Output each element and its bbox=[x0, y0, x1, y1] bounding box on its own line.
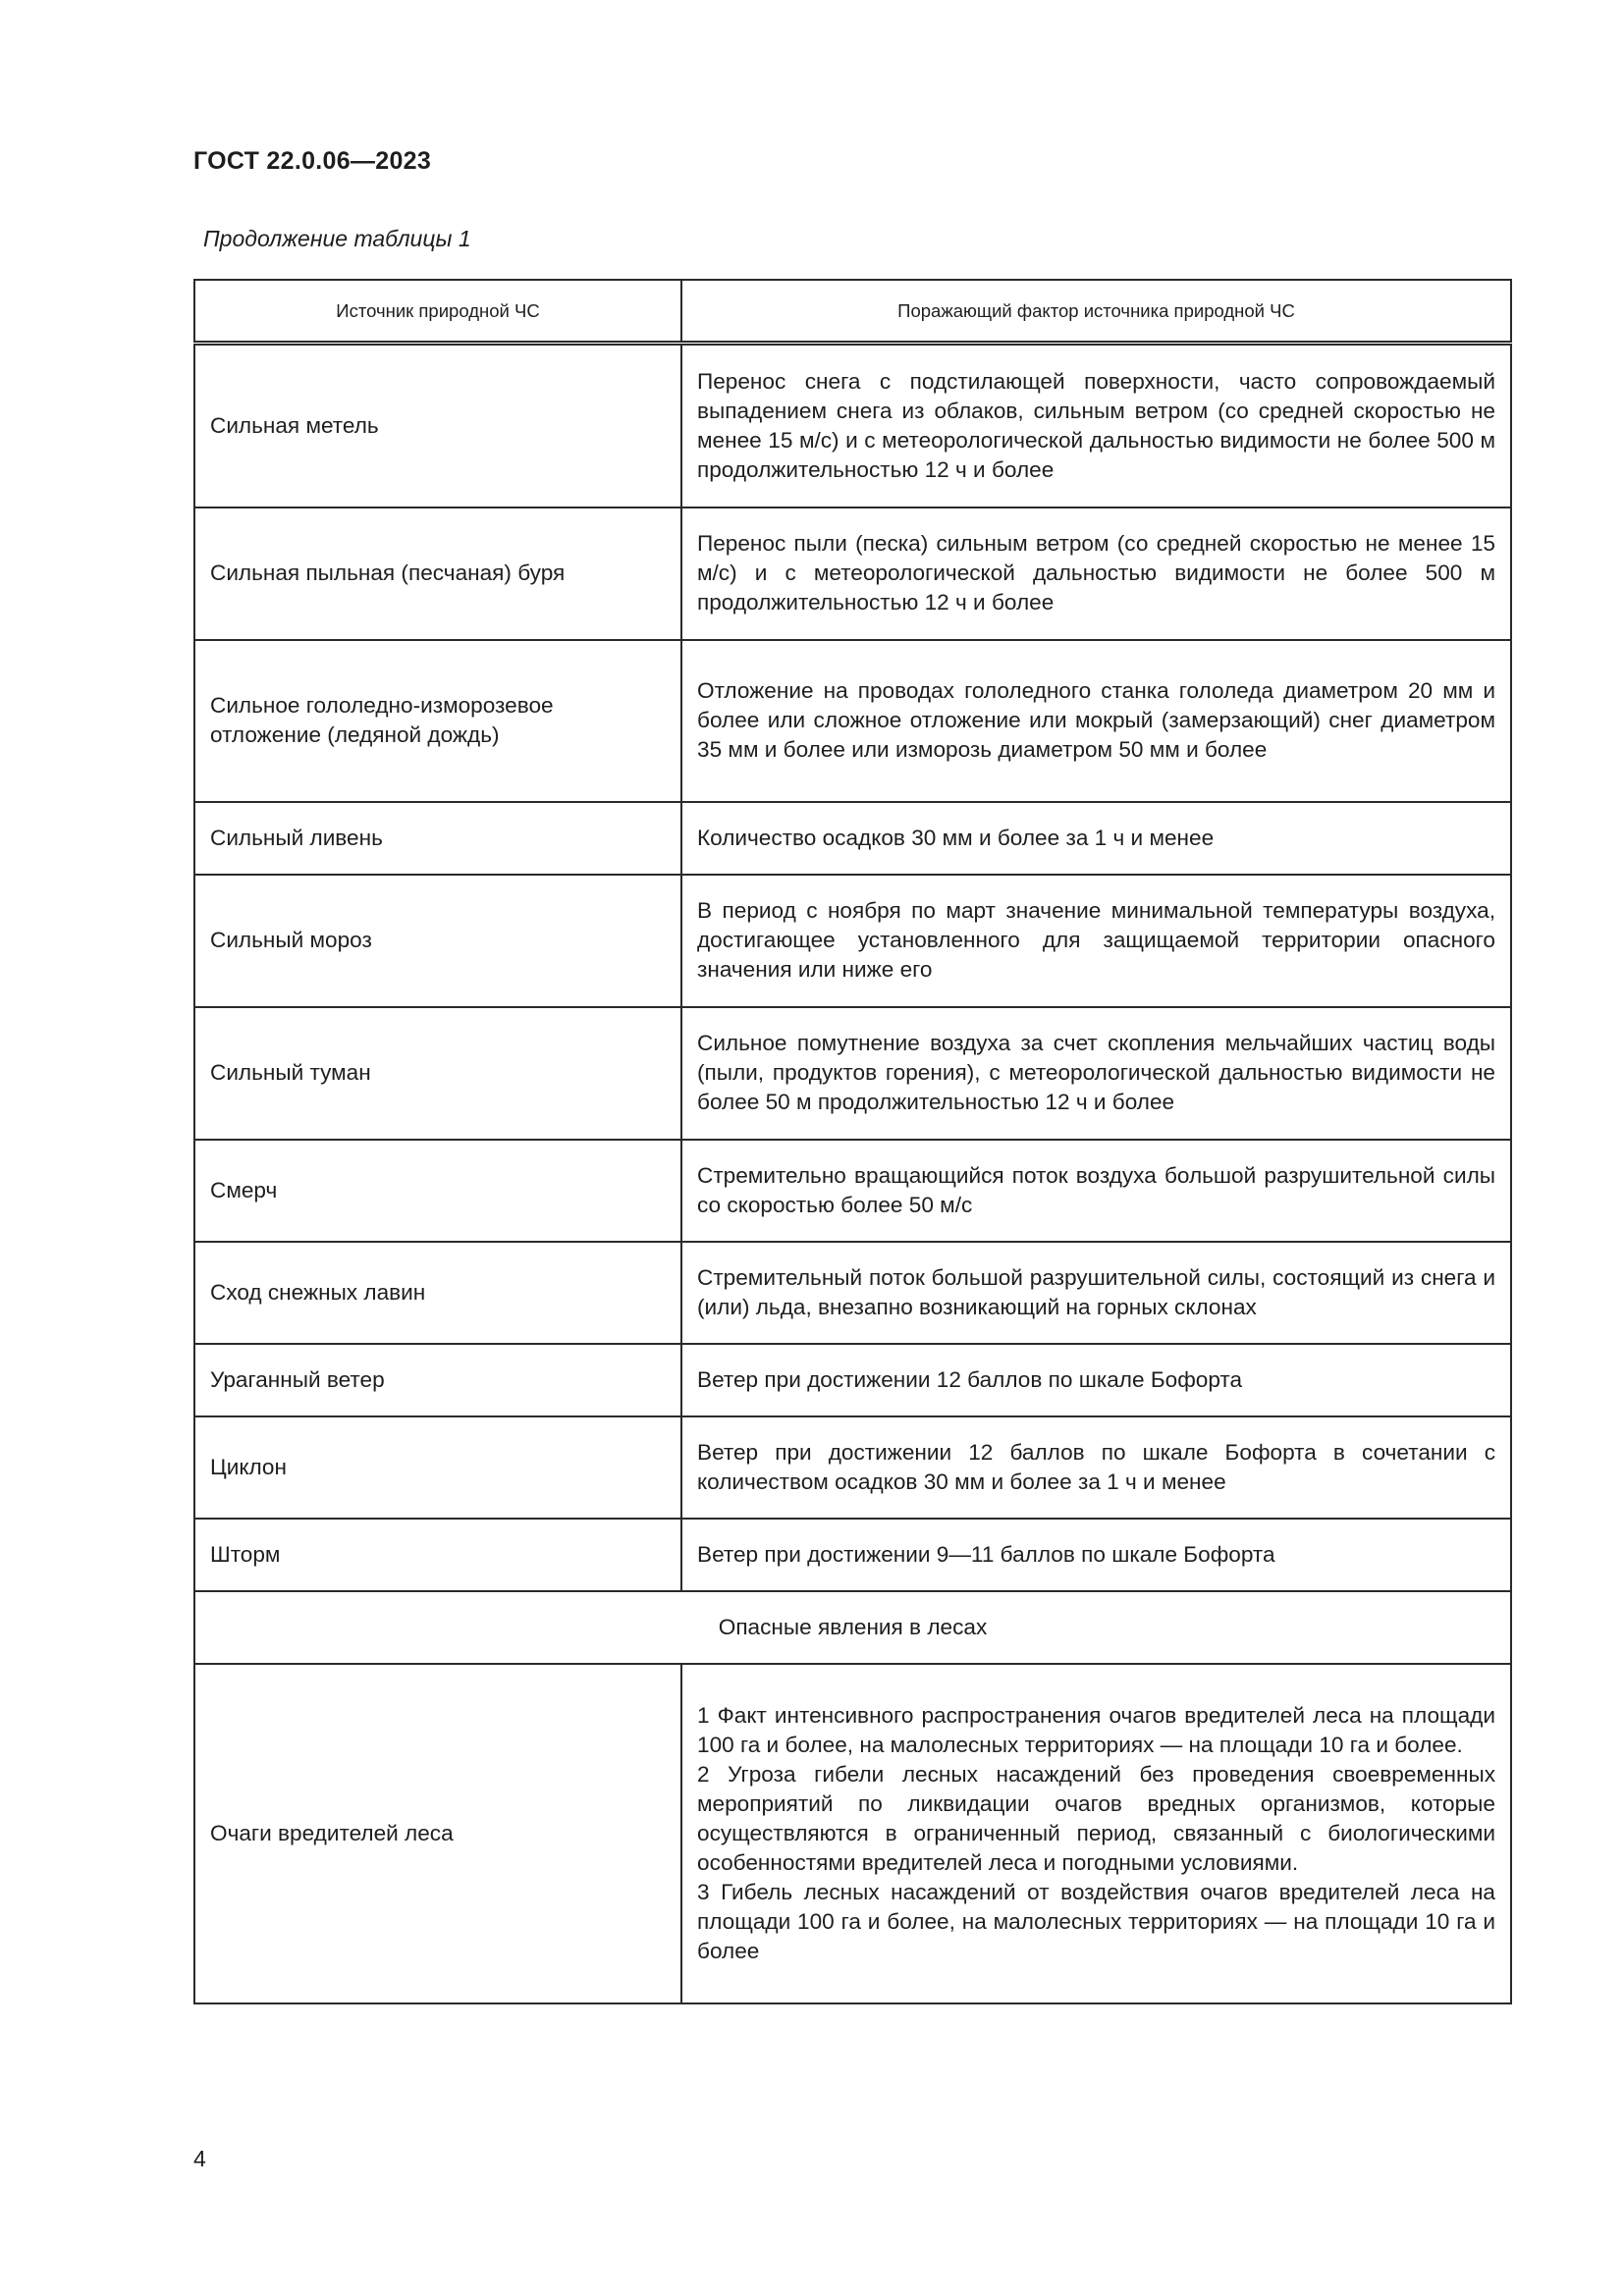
source-cell: Сильная метель bbox=[194, 344, 681, 507]
column-header-source: Источник природной ЧС bbox=[194, 280, 681, 344]
table-row bbox=[194, 507, 1511, 640]
section-row bbox=[194, 1591, 1511, 1664]
factor-cell bbox=[681, 1664, 1511, 2003]
table-row bbox=[194, 1242, 1511, 1344]
table-row bbox=[194, 1664, 1511, 2003]
table-caption: Продолжение таблицы 1 bbox=[203, 226, 471, 251]
table-row bbox=[194, 802, 1511, 875]
table-row bbox=[194, 875, 1511, 1007]
factor-cell: Сильное помутнение воздуха за счет скопления мельчайших частиц воды (пыли, продуктов горения), с метеорологической дальностью видимости не более 50 м продолжительностью 12 ч и более bbox=[681, 1007, 1511, 1140]
source-cell: Сильная пыльная (песчаная) буря bbox=[194, 507, 681, 640]
factor-cell: Перенос снега с подстилающей поверхности, часто сопровождаемый выпадением снега из облаков, сильным ветром (со средней скоростью не менее 15 м/с) и с метеорологической дальностью видимости не более 500 м продолжительностью 12 ч и более bbox=[681, 344, 1511, 507]
factor-cell: Количество осадков 30 мм и более за 1 ч и менее bbox=[681, 802, 1511, 875]
source-cell: Сильный ливень bbox=[194, 802, 681, 875]
table-header-row bbox=[194, 280, 1511, 344]
source-cell: Сильный туман bbox=[194, 1007, 681, 1140]
source-cell: Шторм bbox=[194, 1519, 681, 1591]
source-cell: Циклон bbox=[194, 1416, 681, 1519]
factor-cell: Перенос пыли (песка) сильным ветром (со средней скоростью не менее 15 м/с) и с метеорологической дальностью видимости не более 500 м продолжительностью 12 ч и более bbox=[681, 507, 1511, 640]
page-number: 4 bbox=[193, 2146, 206, 2171]
document-id: ГОСТ 22.0.06—2023 bbox=[193, 147, 432, 175]
table-row bbox=[194, 1519, 1511, 1591]
factor-item: 2 Угроза гибели лесных насаждений без проведения своевременных мероприятий по ликвидации очагов вредных организмов, которые осуществляются в ограниченный период, связанный с биологическими особенностями вредителей леса и погодными условиями. bbox=[697, 1761, 1495, 1875]
factor-cell: Стремительный поток большой разрушительной силы, состоящий из снега и (или) льда, внезапно возникающий на горных склонах bbox=[681, 1242, 1511, 1344]
factor-item: 3 Гибель лесных насаждений от воздействия очагов вредителей леса на площади 100 га и более, на малолесных территориях — на площади 10 га и более bbox=[697, 1879, 1495, 1963]
factor-cell: Отложение на проводах гололедного станка гололеда диаметром 20 мм и более или сложное отложение или мокрый (замерзающий) снег диаметром 35 мм и более или изморозь диаметром 50 мм и более bbox=[681, 640, 1511, 802]
source-cell: Сильный мороз bbox=[194, 875, 681, 1007]
source-cell: Ураганный ветер bbox=[194, 1344, 681, 1416]
source-cell: Смерч bbox=[194, 1140, 681, 1242]
table-row bbox=[194, 640, 1511, 802]
source-cell: Сильное гололедно-изморозевое отложение (ледяной дождь) bbox=[194, 640, 681, 802]
factor-item: 1 Факт интенсивного распространения очагов вредителей леса на площади 100 га и более, на малолесных территориях — на площади 10 га и более. bbox=[697, 1702, 1495, 1757]
hazard-table bbox=[193, 279, 1512, 2004]
table-row bbox=[194, 1416, 1511, 1519]
factor-cell: Ветер при достижении 12 баллов по шкале Бофорта в сочетании с количеством осадков 30 мм и более за 1 ч и менее bbox=[681, 1416, 1511, 1519]
column-header-factor: Поражающий фактор источника природной ЧС bbox=[681, 280, 1511, 344]
section-title: Опасные явления в лесах bbox=[194, 1591, 1511, 1664]
source-cell: Очаги вредителей леса bbox=[194, 1664, 681, 2003]
table-row bbox=[194, 344, 1511, 507]
factor-cell: Ветер при достижении 9—11 баллов по шкале Бофорта bbox=[681, 1519, 1511, 1591]
table-row bbox=[194, 1007, 1511, 1140]
table-row bbox=[194, 1140, 1511, 1242]
table-row bbox=[194, 1344, 1511, 1416]
factor-cell: В период с ноября по март значение минимальной температуры воздуха, достигающее установленного для защищаемой территории опасного значения или ниже его bbox=[681, 875, 1511, 1007]
source-cell: Сход снежных лавин bbox=[194, 1242, 681, 1344]
factor-cell: Ветер при достижении 12 баллов по шкале Бофорта bbox=[681, 1344, 1511, 1416]
factor-cell: Стремительно вращающийся поток воздуха большой разрушительной силы со скоростью более 50 м/с bbox=[681, 1140, 1511, 1242]
